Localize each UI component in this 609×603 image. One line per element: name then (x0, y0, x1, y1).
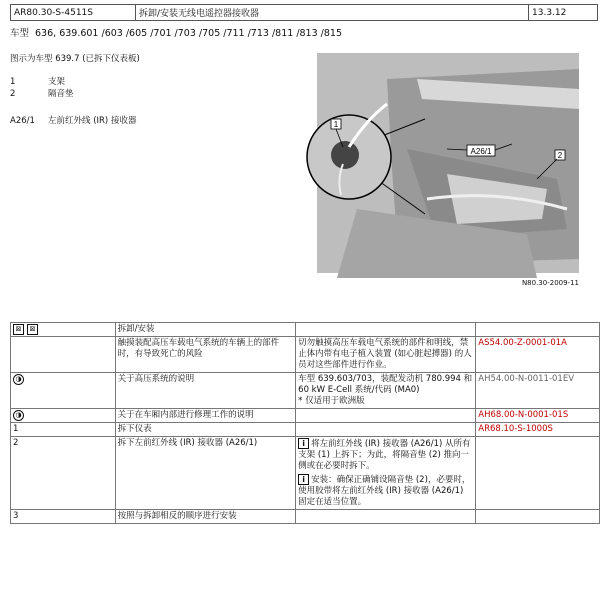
doc-title: 拆卸/安装无线电遥控器接收器 (136, 5, 529, 21)
vehicle-label: 车型 (10, 28, 30, 39)
info-icon: i (298, 438, 309, 449)
doc-id: AR80.30-S-4511S (11, 5, 136, 21)
table-row: ◑ 关于高压系统的说明 车型 639.603/703，装配发动机 780.994 和 60 kW E-Cell 系统/代码 (MA0) * 仅适用于欧洲版 AH54.00-N-0011-01EV (11, 373, 600, 409)
legend-item: 1 支架 (10, 77, 66, 87)
vehicle-models: 636, 639.601 /603 /605 /701 /703 /705 /711 /713 /811 /813 /815 (35, 28, 343, 39)
note-icon: ◑ (13, 374, 24, 385)
install-icon: ⊠ (27, 324, 38, 335)
doc-link[interactable]: AH54.00-N-0011-01EV (476, 373, 600, 409)
table-row: ⊠ ⊠ 拆卸/安装 (11, 323, 600, 337)
doc-link[interactable]: AR68.10-S-1000S (476, 423, 600, 437)
note-icon: ◑ (13, 410, 24, 421)
callout-a26-1: A26/1 (470, 147, 492, 156)
table-row: 触摸装配高压车载电气系统的车辆上的部件时，有导致死亡的风险 切勿触摸高压车载电气系统的部件和明线，禁止体内带有电子植入装置 (如心脏起搏器) 的人员对这些部件进行作业。 AS54.00-Z-0001-01A (11, 337, 600, 373)
header-table (10, 4, 598, 21)
table-row: ◑ 关于在车厢内部进行修理工作的说明 AH68.00-N-0001-01S (11, 409, 600, 423)
table-row: 1 拆下仪表 AR68.10-S-1000S (11, 423, 600, 437)
callout-1: 1 (333, 120, 339, 129)
vehicle-line (10, 25, 342, 39)
legend-item: 2 隔音垫 (10, 89, 74, 99)
procedure-table (10, 322, 600, 524)
table-row: 3 按照与拆卸相反的顺序进行安装 (11, 510, 600, 524)
doc-link[interactable]: AH68.00-N-0001-01S (476, 409, 600, 423)
figure-image (297, 49, 579, 278)
remove-icon: ⊠ (13, 324, 24, 335)
doc-link[interactable]: AS54.00-Z-0001-01A (476, 337, 600, 373)
legend-item: A26/1 左前红外线 (IR) 接收器 (10, 116, 137, 126)
figure-code: N80.30-2009-11 (521, 279, 579, 287)
figure-note: 图示为车型 639.7 (已拆下仪表板) (10, 54, 140, 64)
doc-date: 13.3.12 (529, 5, 598, 21)
callout-2: 2 (557, 151, 563, 160)
table-row: 2 拆下左前红外线 (IR) 接收器 (A26/1) i 将左前红外线 (IR) 接收器 (A26/1) 从所有支架 (1) 上拆下；为此，将隔音垫 (2) 推向一侧或在必要时拆下。 i 安装：确保正确铺设隔音垫 (2)，必要时，使用胶带将左前红外线 (IR) 接收器 (A26/1) 固定在适当位置。 (11, 437, 600, 510)
info-icon: i (298, 474, 309, 485)
